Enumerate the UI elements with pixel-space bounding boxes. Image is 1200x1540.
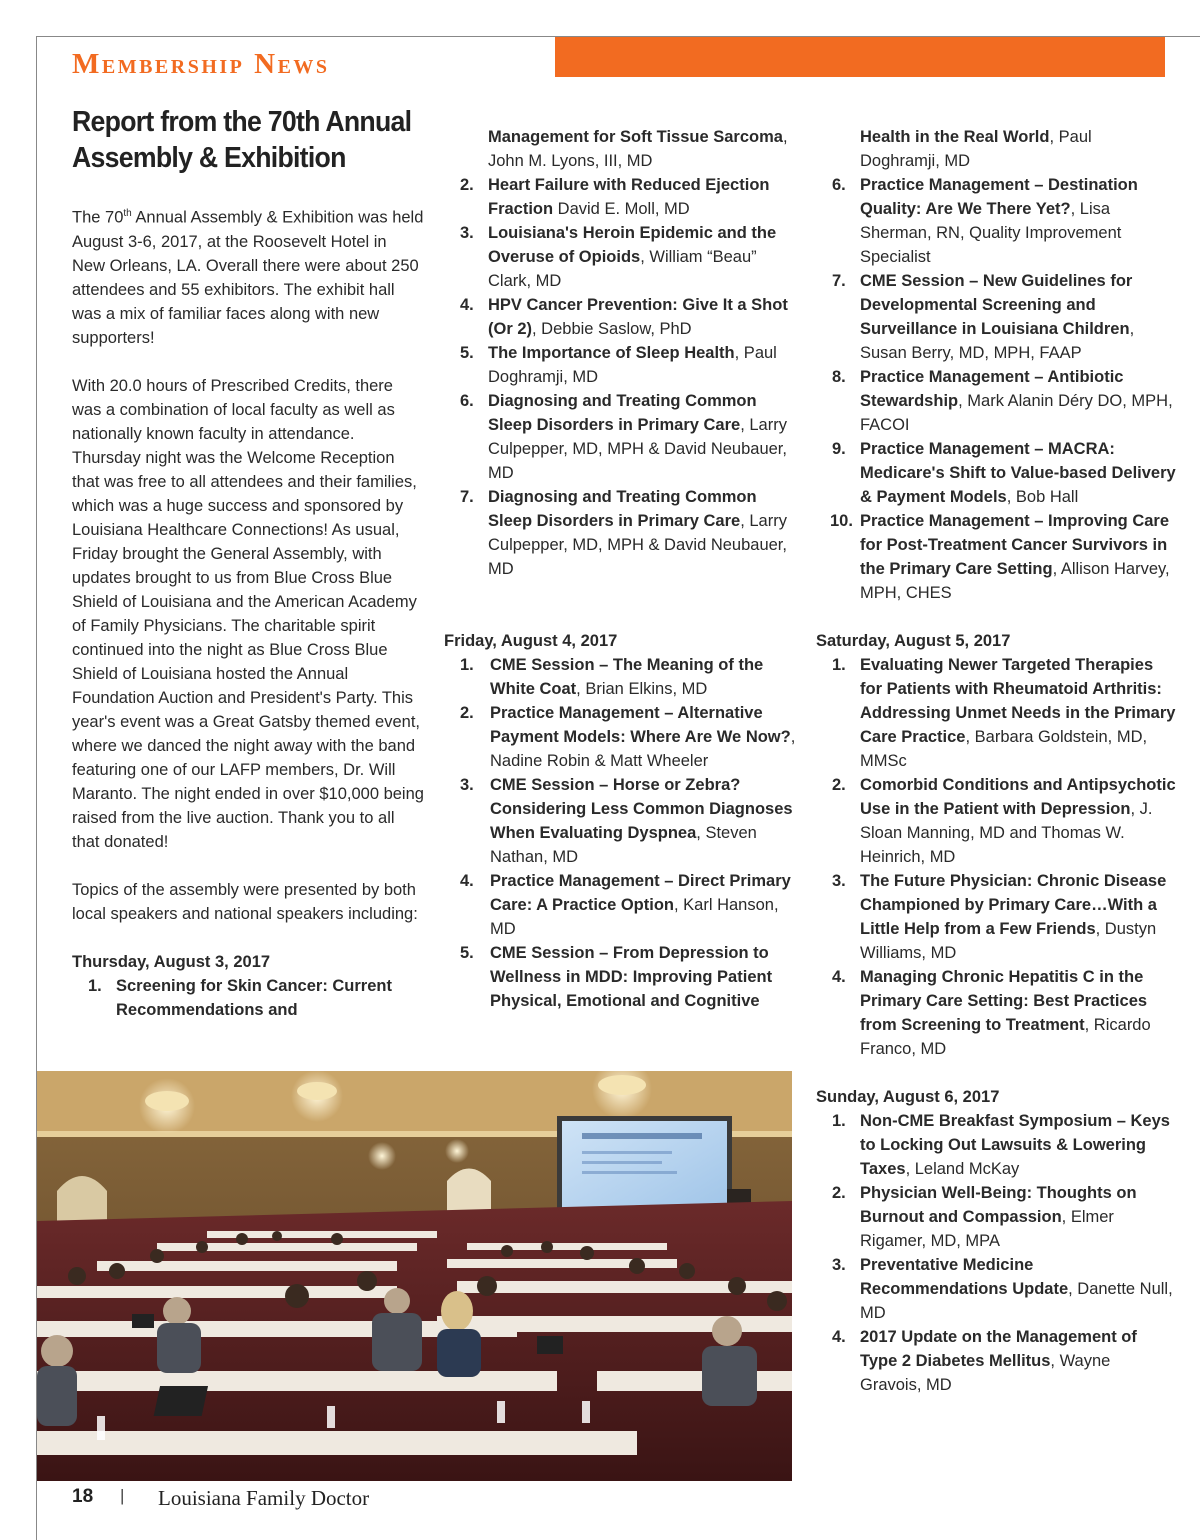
item-number: 6. xyxy=(460,392,474,410)
talk-title: Non-CME Breakfast Symposium – Keys to Locking Out Lawsuits & Lowering Taxes xyxy=(860,1112,1170,1178)
talk-title: The Importance of Sleep Health xyxy=(488,344,735,362)
list-item xyxy=(444,941,804,1013)
talk-speaker: , Barbara Goldstein, MD, MMSc xyxy=(860,728,1148,770)
list-item xyxy=(816,509,1176,605)
item-number: 1. xyxy=(832,1112,846,1130)
talk-title: The Future Physician: Chronic Disease Championed by Primary Care…With a Little Help from a Few Friends xyxy=(860,872,1167,938)
talk-speaker: , Paul Doghramji, MD xyxy=(860,128,1092,170)
list-item xyxy=(444,293,804,341)
list-item xyxy=(816,125,1176,173)
talk-speaker: , Larry Culpepper, MD, MPH & David Neubauer, MD xyxy=(488,416,787,482)
body-paragraph-3: Topics of the assembly were presented by both local speakers and national speakers including: xyxy=(72,880,418,923)
talk-speaker: , William “Beau” Clark, MD xyxy=(488,248,757,290)
talk-speaker: , Larry Culpepper, MD, MPH & David Neubauer, MD xyxy=(488,512,787,578)
item-number: 2. xyxy=(832,776,846,794)
talk-title: Practice Management – Improving Care for Post-Treatment Cancer Survivors in the Primary Care Setting xyxy=(860,512,1170,578)
list-item xyxy=(816,1181,1176,1253)
item-number: 9. xyxy=(832,440,846,458)
column-2 xyxy=(444,125,804,1013)
talk-title: Comorbid Conditions and Antipsychotic Use in the Patient with Depression xyxy=(860,776,1176,818)
list-item xyxy=(444,341,804,389)
list-item xyxy=(816,173,1176,269)
day-heading-friday: Friday, August 4, 2017 xyxy=(444,632,618,650)
article-headline: Report from the 70th Annual Assembly & Exhibition xyxy=(72,106,412,174)
talk-title: Practice Management – Direct Primary Care: A Practice Option xyxy=(490,872,791,914)
talk-speaker: , Karl Hanson, MD xyxy=(490,896,779,938)
item-number: 7. xyxy=(832,272,846,290)
talk-title: Physician Well-Being: Thoughts on Burnout and Compassion xyxy=(860,1184,1137,1226)
day-heading-thursday: Thursday, August 3, 2017 xyxy=(72,952,271,971)
list-item xyxy=(816,965,1176,1061)
list-item xyxy=(816,869,1176,965)
talk-speaker: , Paul Doghramji, MD xyxy=(488,344,777,386)
item-number: 4. xyxy=(832,968,846,986)
item-number: 3. xyxy=(832,1256,846,1274)
intro-text-b: Annual Assembly & Exhibition was held August 3-6, 2017, at the Roosevelt Hotel in New Orleans, LA. Overall there were about 250 attendees and 55 exhibitors. The exhibit hall was a mix of familiar faces along with new supporters! xyxy=(72,208,424,347)
talk-speaker: , Danette Null, MD xyxy=(860,1280,1173,1322)
talk-title: Practice Management – Antibiotic Stewardship xyxy=(860,368,1124,410)
conference-photo xyxy=(37,1071,792,1481)
item-number: 4. xyxy=(832,1328,846,1346)
talk-title: HPV Cancer Prevention: Give It a Shot (Or 2) xyxy=(488,296,788,338)
list-item xyxy=(444,221,804,293)
footer-separator: | xyxy=(120,1486,125,1505)
list-item xyxy=(444,701,804,773)
talk-speaker: , J. Sloan Manning, MD and Thomas W. Heinrich, MD xyxy=(860,800,1153,866)
talk-speaker: , Susan Berry, MD, MPH, FAAP xyxy=(860,320,1135,362)
talk-title: Practice Management – Destination Quality: Are We There Yet? xyxy=(860,176,1138,218)
list-item xyxy=(444,173,804,221)
list-item xyxy=(816,269,1176,365)
talk-title: Louisiana's Heroin Epidemic and the Overuse of Opioids xyxy=(488,224,777,266)
list-item xyxy=(444,389,804,485)
talk-title: Screening for Skin Cancer: Current Recommendations and xyxy=(116,976,392,1019)
list-item xyxy=(816,1109,1176,1181)
thursday-list xyxy=(72,974,424,1022)
list-item xyxy=(816,1325,1176,1397)
intro-paragraph xyxy=(72,202,424,350)
talk-title: Management for Soft Tissue Sarcoma xyxy=(488,128,783,146)
item-number: 8. xyxy=(832,368,846,386)
publication-name: Louisiana Family Doctor xyxy=(158,1486,370,1510)
talk-title: CME Session – Horse or Zebra? Considering Less Common Diagnoses When Evaluating Dyspnea xyxy=(490,776,793,842)
list-item xyxy=(444,773,804,869)
list-item xyxy=(444,653,804,701)
thursday-list-cont xyxy=(444,125,804,581)
header-accent-bar xyxy=(555,37,1165,77)
talk-speaker: , Lisa Sherman, RN, Quality Improvement Specialist xyxy=(860,200,1122,266)
item-number: 2. xyxy=(460,176,474,194)
item-number: 4. xyxy=(460,296,474,314)
talk-speaker: , Nadine Robin & Matt Wheeler xyxy=(490,728,796,770)
list-item xyxy=(816,653,1176,773)
list-item xyxy=(72,974,424,1022)
page-number: 18 xyxy=(72,1486,94,1507)
talk-title: Managing Chronic Hepatitis C in the Primary Care Setting: Best Practices from Screening to Treatment xyxy=(860,968,1148,1034)
item-number: 2. xyxy=(832,1184,846,1202)
column-3 xyxy=(816,125,1176,1397)
column-1 xyxy=(72,104,424,1022)
section-label: Membership News xyxy=(72,48,330,80)
talk-title: Practice Management – Alternative Payment Models: Where Are We Now? xyxy=(490,704,791,746)
talk-title: CME Session – New Guidelines for Developmental Screening and Surveillance in Louisiana Children xyxy=(860,272,1133,338)
item-number: 6. xyxy=(832,176,846,194)
list-item xyxy=(444,125,804,173)
item-number: 7. xyxy=(460,488,474,506)
talk-speaker: , Mark Alanin Déry DO, MPH, FACOI xyxy=(860,392,1173,434)
talk-speaker: , Allison Harvey, MPH, CHES xyxy=(860,560,1170,602)
item-number: 10. xyxy=(830,512,853,530)
talk-title: Evaluating Newer Targeted Therapies for Patients with Rheumatoid Arthritis: Addressing Unmet Needs in the Primary Care Practice xyxy=(860,656,1176,746)
intro-text-a: The 70 xyxy=(72,208,124,227)
day-heading-saturday: Saturday, August 5, 2017 xyxy=(816,632,1011,650)
friday-list xyxy=(444,653,804,1013)
item-number: 4. xyxy=(460,872,474,890)
list-item xyxy=(444,485,804,581)
talk-speaker: , Leland McKay xyxy=(905,1160,1020,1178)
talk-speaker: , Bob Hall xyxy=(1006,488,1079,506)
item-number: 1. xyxy=(832,656,846,674)
item-number: 1. xyxy=(460,656,474,674)
talk-title: Diagnosing and Treating Common Sleep Disorders in Primary Care xyxy=(488,392,757,434)
list-item xyxy=(816,437,1176,509)
saturday-list xyxy=(816,653,1176,1061)
list-item xyxy=(816,773,1176,869)
item-number: 2. xyxy=(460,704,474,722)
talk-title: 2017 Update on the Management of Type 2 Diabetes Mellitus xyxy=(860,1328,1137,1370)
talk-speaker: David E. Moll, MD xyxy=(553,200,690,218)
list-item xyxy=(816,365,1176,437)
conference-photo-illustration xyxy=(37,1071,792,1481)
talk-title: CME Session – From Depression to Wellness in MDD: Improving Patient Physical, Emotional and Cognitive xyxy=(490,944,773,1010)
talk-speaker: , Dustyn Williams, MD xyxy=(860,920,1157,962)
item-number: 5. xyxy=(460,944,474,962)
talk-speaker: , John M. Lyons, III, MD xyxy=(488,128,788,170)
talk-title: Health in the Real World xyxy=(860,128,1050,146)
talk-speaker: , Brian Elkins, MD xyxy=(576,680,708,698)
talk-speaker: , Wayne Gravois, MD xyxy=(860,1352,1111,1394)
talk-speaker: , Debbie Saslow, PhD xyxy=(532,320,692,338)
sunday-list xyxy=(816,1109,1176,1397)
talk-speaker: , Steven Nathan, MD xyxy=(490,824,757,866)
talk-speaker: , Ricardo Franco, MD xyxy=(860,1016,1151,1058)
item-number: 5. xyxy=(460,344,474,362)
day-heading-sunday: Sunday, August 6, 2017 xyxy=(816,1088,1000,1106)
item-number: 3. xyxy=(460,776,474,794)
talk-speaker: , Elmer Rigamer, MD, MPA xyxy=(860,1208,1114,1250)
item-number: 3. xyxy=(460,224,474,242)
item-number: 1. xyxy=(88,976,102,995)
talk-title: Heart Failure with Reduced Ejection Fraction xyxy=(488,176,770,218)
intro-superscript: th xyxy=(123,208,132,219)
body-paragraph-2: With 20.0 hours of Prescribed Credits, there was a combination of local faculty as well as nationally known faculty in attendance. Thursday night was the Welcome Reception that was free to all attendees and their families, which was a huge success and sponsored by Louisiana Healthcare Connections! As usual, Friday brought the General Assembly, with updates brought to us from Blue Cross Blue Shield of Louisiana and the American Academy of Family Physicians. The charitable spirit continued into the night as Blue Cross Blue Shield of Louisiana hosted the Annual Foundation Auction and President's Party. This year's event was a Great Gatsby themed event, where we danced the night away with the band featuring one of our LAFP members, Dr. Will Maranto. The night ended in over $10,000 being raised from the live auction. Thank you to all that donated! xyxy=(72,376,424,851)
item-number: 3. xyxy=(832,872,846,890)
talk-title: Practice Management – MACRA: Medicare's Shift to Value-based Delivery & Payment Models xyxy=(860,440,1176,506)
talk-title: CME Session – The Meaning of the White Coat xyxy=(490,656,764,698)
list-item xyxy=(816,1253,1176,1325)
talk-title: Diagnosing and Treating Common Sleep Disorders in Primary Care xyxy=(488,488,757,530)
list-item xyxy=(444,869,804,941)
talk-title: Preventative Medicine Recommendations Update xyxy=(860,1256,1069,1298)
friday-list-cont xyxy=(816,125,1176,605)
